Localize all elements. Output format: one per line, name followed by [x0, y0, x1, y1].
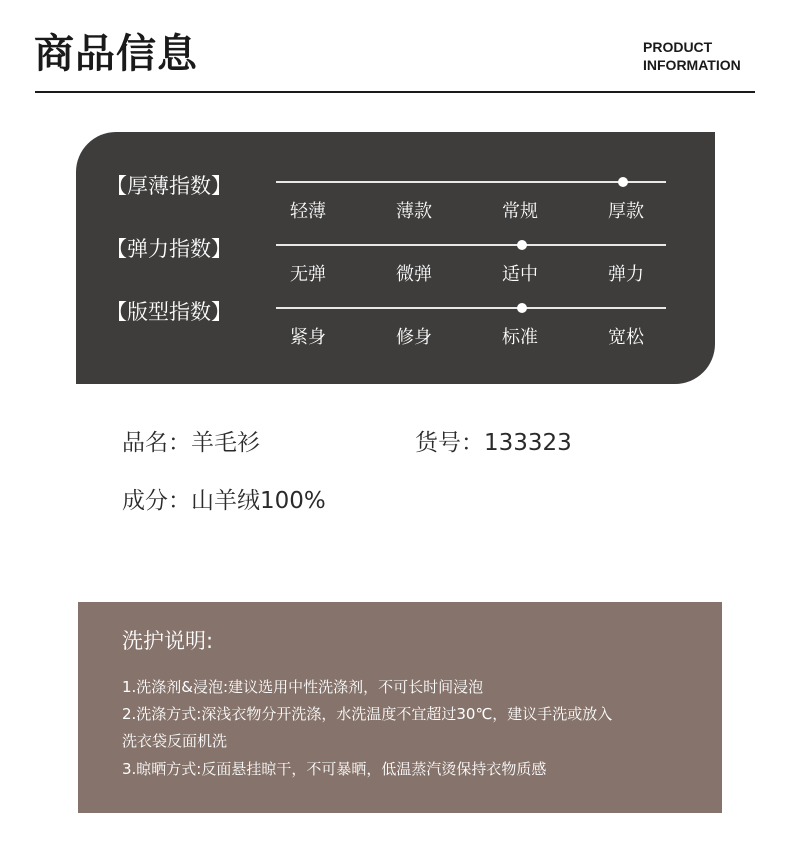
fit-option-3: 标准: [502, 327, 538, 348]
fit-option-4: 宽松: [608, 327, 644, 348]
fit-index-label: 【版型指数】: [106, 300, 232, 324]
header-divider: [35, 91, 755, 93]
thickness-option-3: 常规: [502, 201, 538, 222]
elasticity-option-3: 适中: [502, 264, 538, 285]
elasticity-option-2: 微弹: [396, 264, 432, 285]
item-number: 货号：133323: [415, 430, 572, 456]
elasticity-option-4: 弹力: [608, 264, 644, 285]
thickness-option-4: 厚款: [608, 201, 644, 222]
composition: 成分：山羊绒100%: [122, 488, 326, 514]
page-title: 商品信息: [34, 31, 198, 77]
page-subtitle: [643, 38, 741, 74]
thickness-index-label: 【厚薄指数】: [106, 174, 232, 198]
thickness-option-2: 薄款: [396, 201, 432, 222]
product-name: 品名：羊毛衫: [122, 430, 260, 456]
subtitle-line-2: INFORMATION: [643, 57, 741, 73]
care-panel: [78, 602, 722, 813]
index-panel: [76, 132, 715, 384]
fit-indicator-dot: [517, 303, 527, 313]
subtitle-line-1: PRODUCT: [643, 39, 713, 55]
elasticity-index-label: 【弹力指数】: [106, 237, 232, 261]
thickness-option-1: 轻薄: [290, 201, 326, 222]
elasticity-scale: [276, 244, 666, 246]
elasticity-indicator-dot: [517, 240, 527, 250]
care-item-1: 1.洗涤剂&浸泡:建议选用中性洗涤剂，不可长时间浸泡: [122, 678, 484, 696]
fit-option-1: 紧身: [290, 327, 326, 348]
fit-option-2: 修身: [396, 327, 432, 348]
fit-scale: [276, 307, 666, 309]
care-item-2-line-2: 洗衣袋反面机洗: [122, 732, 228, 750]
care-item-2-line-1: 2.洗涤方式:深浅衣物分开洗涤，水洗温度不宜超过30℃，建议手洗或放入: [122, 705, 613, 723]
thickness-scale: [276, 181, 666, 183]
thickness-indicator-dot: [618, 177, 628, 187]
care-title: 洗护说明:: [122, 629, 214, 653]
elasticity-option-1: 无弹: [290, 264, 326, 285]
care-item-3: 3.晾晒方式:反面悬挂晾干，不可暴晒，低温蒸汽烫保持衣物质感: [122, 760, 547, 778]
